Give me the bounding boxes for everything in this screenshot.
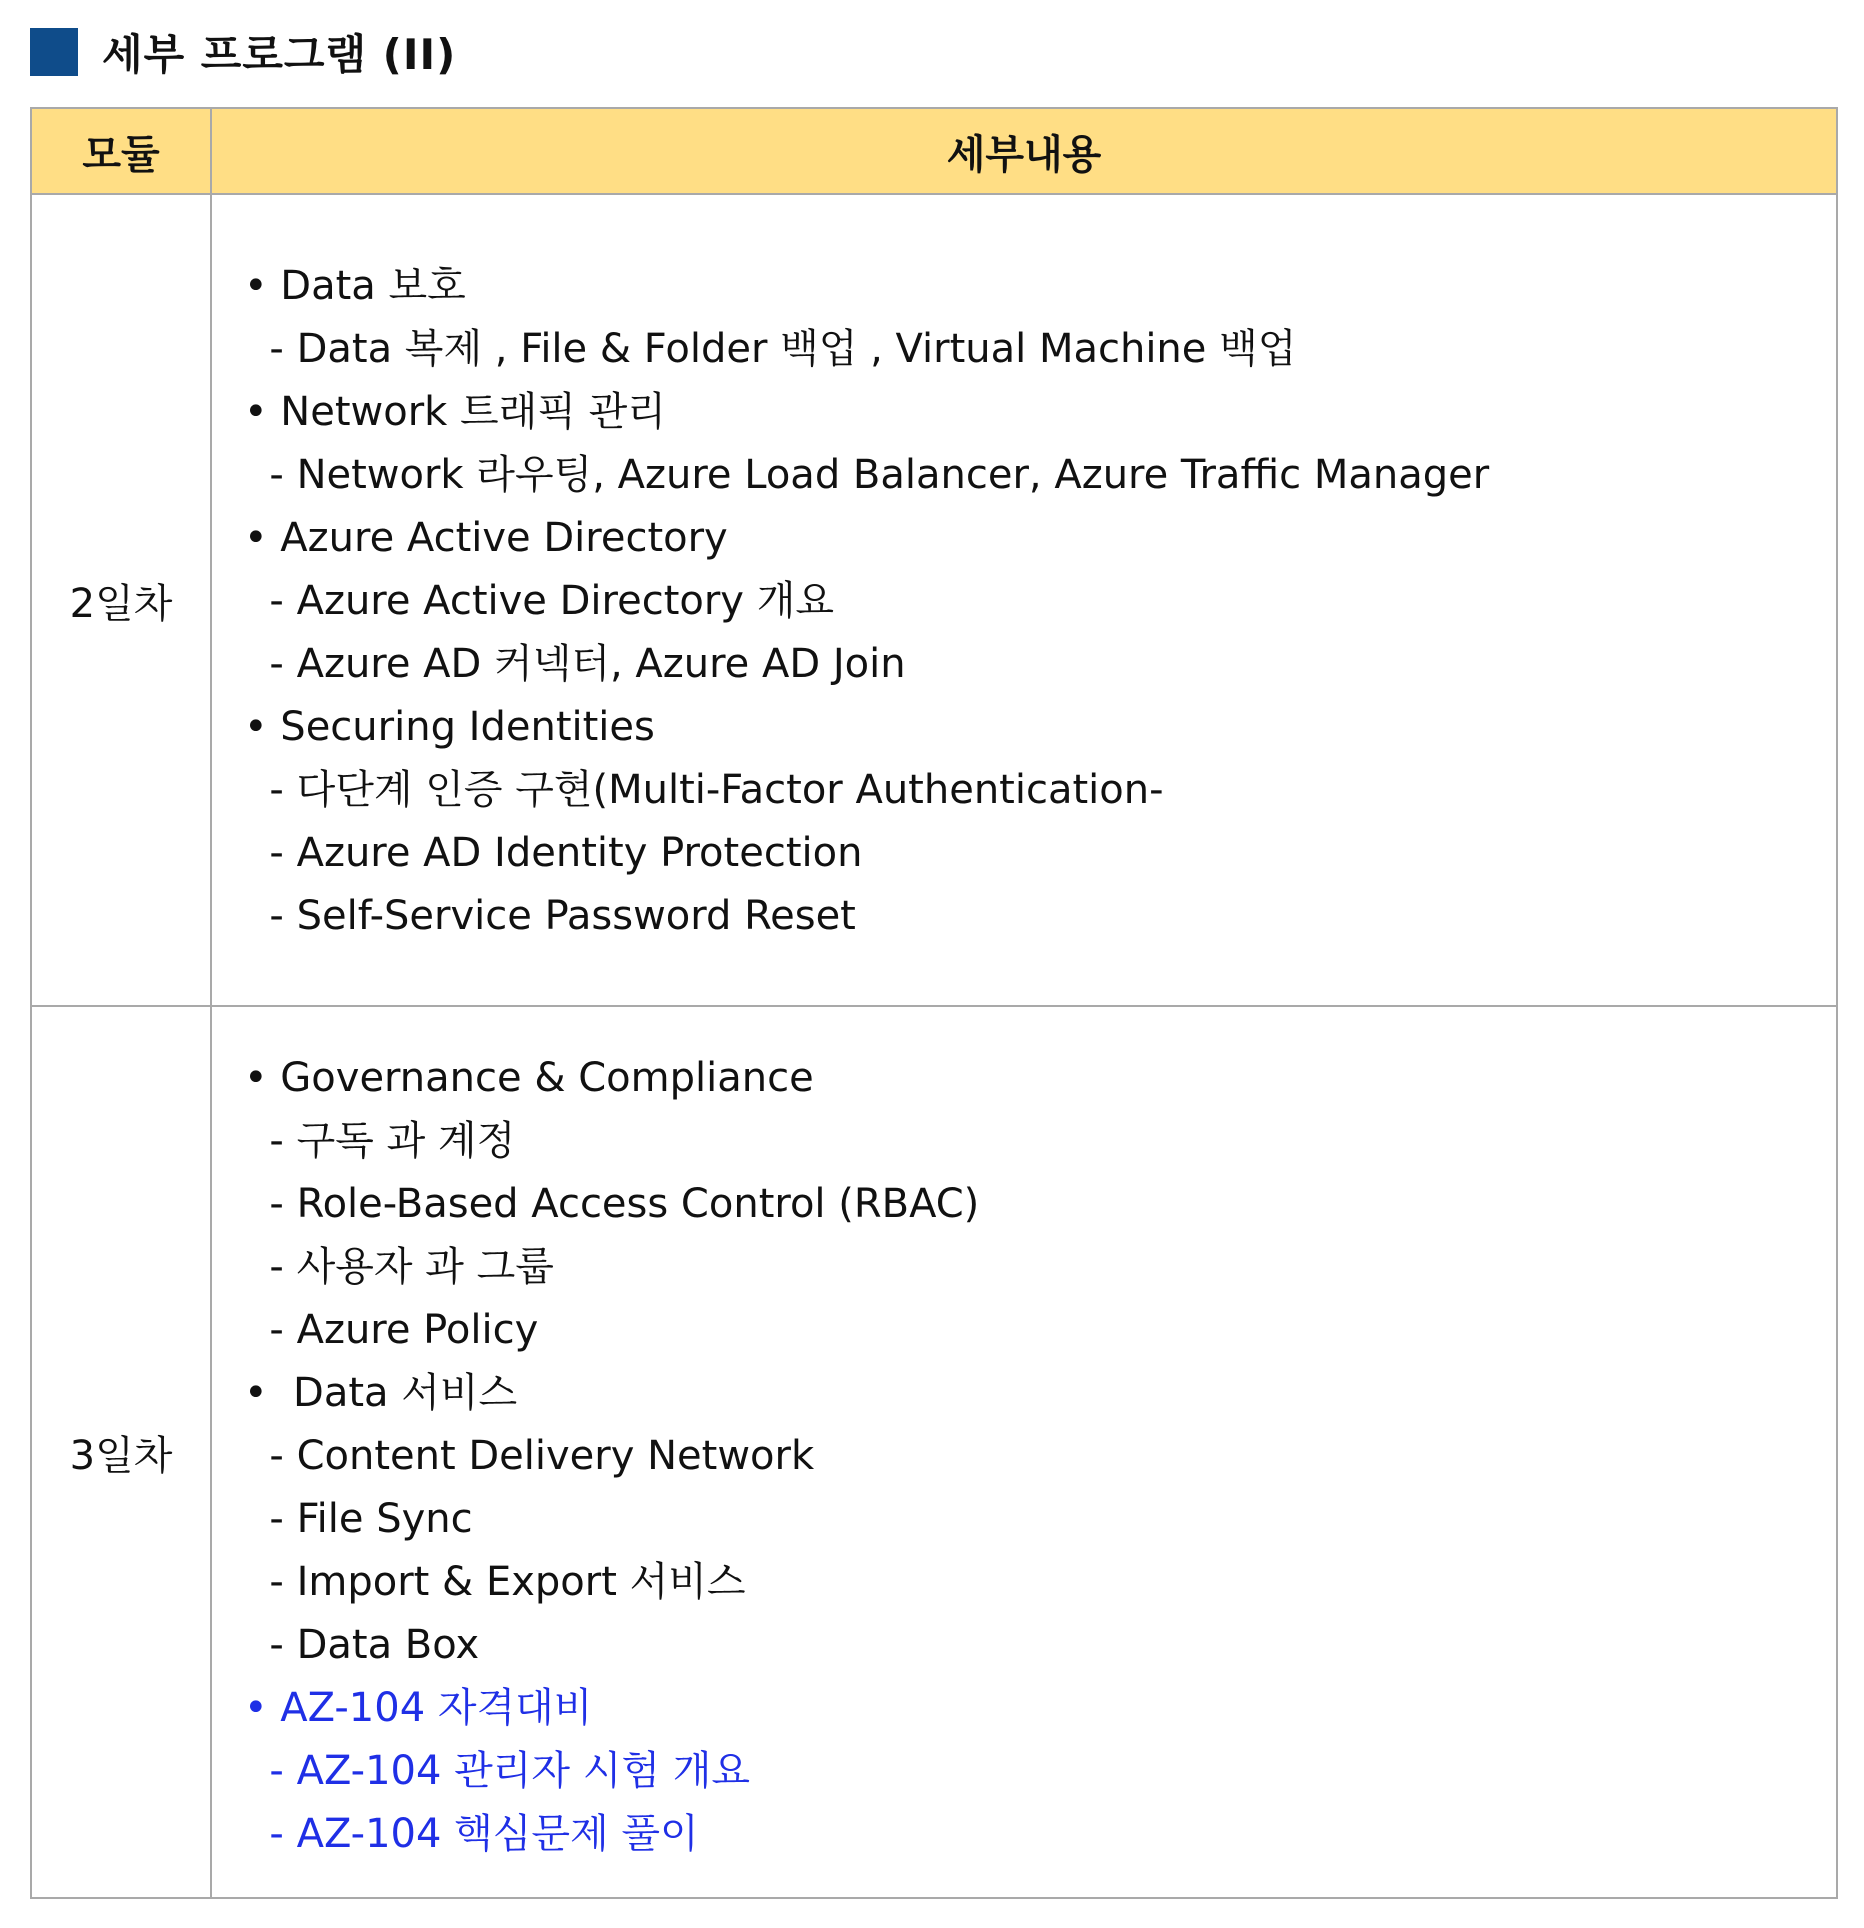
header-module: 모듈 (31, 108, 211, 194)
detail-list (212, 1007, 1836, 1866)
list-item: - 구독 과 계정 (244, 1118, 516, 1164)
highlight-item: - AZ-104 핵심문제 풀이 (244, 1811, 699, 1857)
program-table (30, 107, 1838, 1899)
detail-list (212, 195, 1836, 948)
list-item: • Data 보호 (244, 263, 466, 309)
detail-cell-day2 (211, 194, 1837, 1006)
list-item: - Azure AD 커넥터, Azure AD Join (244, 641, 906, 687)
list-item: - Import & Export 서비스 (244, 1559, 746, 1605)
list-item: - Azure AD Identity Protection (244, 830, 863, 876)
detail-cell-day3 (211, 1006, 1837, 1898)
module-cell-day3: 3일차 (31, 1006, 211, 1898)
list-item: - 다단계 인증 구현(Multi-Factor Authentication- (244, 767, 1164, 813)
list-item: - Azure Policy (244, 1307, 539, 1353)
page-title: 세부 프로그램 (II) (102, 30, 457, 79)
list-item: - Self-Service Password Reset (244, 893, 856, 939)
highlight-item: • AZ-104 자격대비 (244, 1685, 593, 1731)
module-cell-day2: 2일차 (31, 194, 211, 1006)
title-square-icon (30, 28, 78, 76)
table-row (31, 194, 1837, 1006)
list-item: - File Sync (244, 1496, 473, 1542)
list-item: • Governance & Compliance (244, 1055, 814, 1101)
list-item: • Network 트래픽 관리 (244, 389, 666, 435)
highlight-item: - AZ-104 관리자 시험 개요 (244, 1748, 751, 1794)
list-item: • Data 서비스 (244, 1370, 518, 1416)
list-item: - Role-Based Access Control (RBAC) (244, 1181, 980, 1227)
header-details: 세부내용 (211, 108, 1837, 194)
table-row (31, 1006, 1837, 1898)
list-item: - Azure Active Directory 개요 (244, 578, 834, 624)
list-item: - Content Delivery Network (244, 1433, 815, 1479)
list-item: • Securing Identities (244, 704, 655, 750)
section-title (30, 20, 456, 84)
list-item: • Azure Active Directory (244, 515, 728, 561)
list-item: - Network 라우팅, Azure Load Balancer, Azure Traffic Manager (244, 452, 1490, 498)
list-item: - 사용자 과 그룹 (244, 1244, 554, 1290)
list-item: - Data 복제 , File & Folder 백업 , Virtual Machine 백업 (244, 326, 1297, 372)
table-header-row (31, 108, 1837, 194)
list-item: - Data Box (244, 1622, 480, 1668)
